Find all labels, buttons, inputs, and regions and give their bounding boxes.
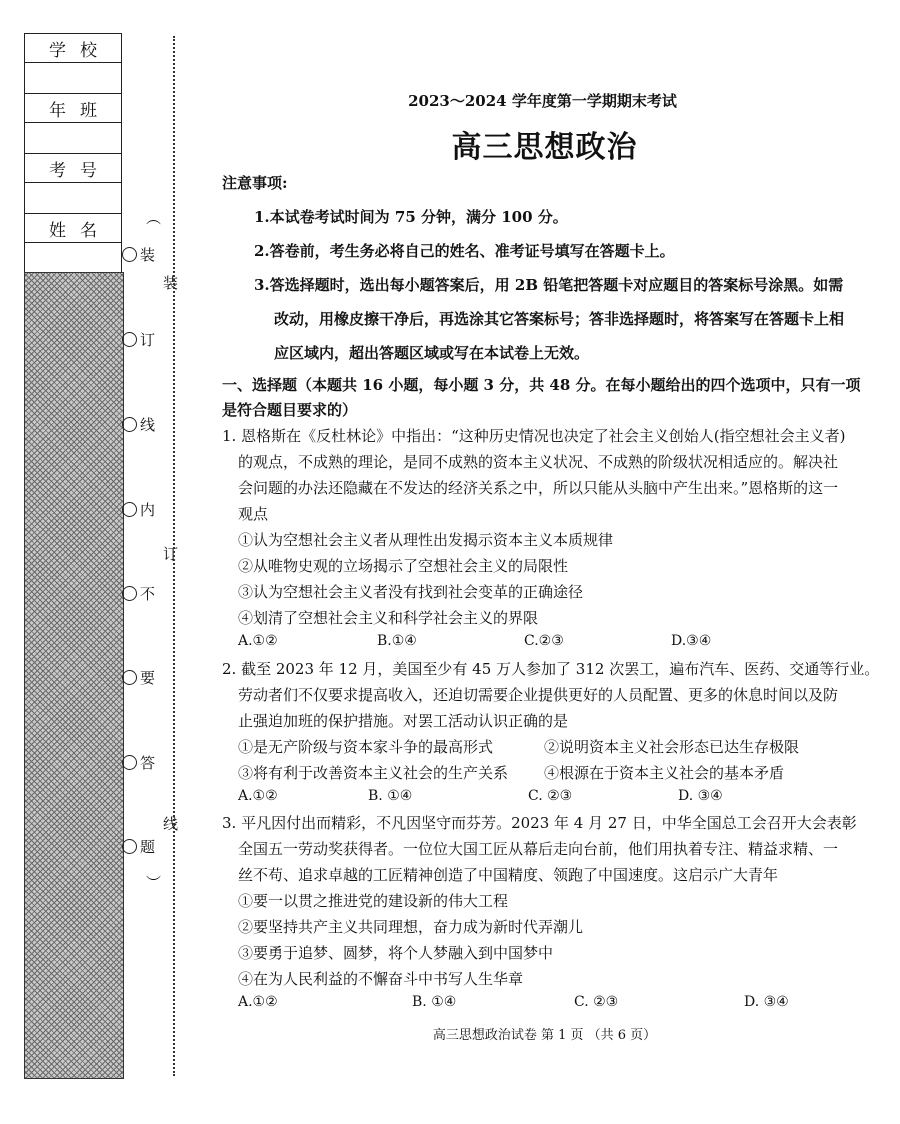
seal-mark: 装 <box>122 244 155 265</box>
circle-icon <box>122 755 137 770</box>
option-d: D. ③④ <box>678 788 723 804</box>
dotted-cut-line <box>173 36 175 1076</box>
statement: ④划清了空想社会主义和科学社会主义的界限 <box>238 609 539 627</box>
exam-subtitle: 2023～2024 学年度第一学期期末考试 <box>408 92 677 110</box>
seal-mark: 订 <box>122 329 155 350</box>
note-item: 应区域内，超出答题区域或写在本试卷上无效。 <box>274 344 590 362</box>
section-heading: 是符合题目要求的） <box>222 401 358 419</box>
school-label: 学校 <box>25 34 122 63</box>
option-d: D. ③④ <box>744 994 789 1010</box>
seal-mark: 线 <box>122 414 155 435</box>
statement: ②说明资本主义社会形态已达生存极限 <box>544 738 800 756</box>
statement: ②从唯物史观的立场揭示了空想社会主义的局限性 <box>238 557 569 575</box>
circle-icon <box>122 839 137 854</box>
option-a: A.①② <box>238 994 278 1010</box>
class-field <box>25 123 122 154</box>
option-c: C.②③ <box>524 633 564 649</box>
statement: ②要坚持共产主义共同理想，奋力成为新时代弄潮儿 <box>238 918 584 936</box>
exam-title: 高三思想政治 <box>451 130 638 165</box>
statement: ①认为空想社会主义者从理性出发揭示资本主义本质规律 <box>238 531 614 549</box>
exam-number-field <box>25 183 122 214</box>
question-stem: 观点 <box>238 505 269 523</box>
option-c: C. ②③ <box>574 994 619 1010</box>
cut-line-label: 订 <box>163 545 179 563</box>
question-stem: 会问题的办法还隐藏在不发达的经济关系之中，所以只能从头脑中产生出来。”恩格斯的这一 <box>238 479 839 497</box>
statement: ③将有利于改善资本主义社会的生产关系 <box>238 764 509 782</box>
note-item: 1.本试卷考试时间为 75 分钟，满分 100 分。 <box>254 208 568 226</box>
section-heading: 一、选择题（本题共 16 小题，每小题 3 分，共 48 分。在每小题给出的四个选项中，只有一项 <box>222 376 861 394</box>
circle-icon <box>122 247 137 262</box>
seal-mark: 答 <box>122 752 155 773</box>
name-label: 姓名 <box>25 214 122 243</box>
hatched-binding-area <box>24 272 124 1079</box>
statement: ①要一以贯之推进党的建设新的伟大工程 <box>238 892 509 910</box>
close-paren: ︶ <box>146 874 162 892</box>
seal-mark: 内 <box>122 499 155 520</box>
statement: ③要勇于追梦、圆梦，将个人梦融入到中国梦中 <box>238 944 554 962</box>
question-stem: 的观点，不成熟的理论，是同不成熟的资本主义状况、不成熟的阶级状况相适应的。解决社 <box>238 453 839 471</box>
note-item: 改动，用橡皮擦干净后，再选涂其它答案标号；答非选择题时，将答案写在答题卡上相 <box>274 310 845 328</box>
notes-heading: 注意事项: <box>222 174 288 192</box>
question-stem: 1. 恩格斯在《反杜林论》中指出：“这种历史情况也决定了社会主义创始人(指空想社会主义者) <box>222 427 846 445</box>
cut-line-label: 线 <box>163 815 179 833</box>
option-a: A.①② <box>238 788 278 804</box>
cut-line-label: 装 <box>163 274 179 292</box>
option-b: B.①④ <box>377 633 417 649</box>
question-stem: 止强迫加班的保护措施。对罢工活动认识正确的是 <box>238 712 569 730</box>
seal-mark: 要 <box>122 667 155 688</box>
circle-icon <box>122 586 137 601</box>
circle-icon <box>122 670 137 685</box>
option-b: B. ①④ <box>368 788 413 804</box>
open-paren: ︵ <box>146 209 162 227</box>
option-d: D.③④ <box>671 633 712 649</box>
exam-number-label: 考号 <box>25 154 122 183</box>
circle-icon <box>122 502 137 517</box>
option-c: C. ②③ <box>528 788 573 804</box>
school-field <box>25 63 122 94</box>
student-info-table <box>24 33 122 274</box>
page-footer: 高三思想政治试卷 第 1 页 （共 6 页） <box>432 1028 657 1043</box>
seal-mark: 不 <box>122 583 155 604</box>
note-item: 3.答选择题时，选出每小题答案后，用 2B 铅笔把答题卡对应题目的答案标号涂黑。如需 <box>254 276 844 294</box>
seal-mark: 题 <box>122 836 155 857</box>
statement: ④根源在于资本主义社会的基本矛盾 <box>544 764 785 782</box>
option-a: A.①② <box>238 633 278 649</box>
option-b: B. ①④ <box>412 994 457 1010</box>
statement: ③认为空想社会主义者没有找到社会变革的正确途径 <box>238 583 584 601</box>
class-label: 年班 <box>25 94 122 123</box>
circle-icon <box>122 417 137 432</box>
question-stem: 3. 平凡因付出而精彩，不凡因坚守而芬芳。2023 年 4 月 27 日，中华全国总工会召开大会表彰 <box>222 814 857 832</box>
question-stem: 全国五一劳动奖获得者。一位位大国工匠从幕后走向台前，他们用执着专注、精益求精、一 <box>238 840 839 858</box>
statement: ①是无产阶级与资本家斗争的最高形式 <box>238 738 494 756</box>
statement: ④在为人民利益的不懈奋斗中书写人生华章 <box>238 970 524 988</box>
question-stem: 劳动者们不仅要求提高收入，还迫切需要企业提供更好的人员配置、更多的休息时间以及防 <box>238 686 839 704</box>
question-stem: 丝不苟、追求卓越的工匠精神创造了中国精度、领跑了中国速度。这启示广大青年 <box>238 866 779 884</box>
question-stem: 2. 截至 2023 年 12 月，美国至少有 45 万人参加了 312 次罢工，遍布汽车、医药、交通等行业。 <box>222 660 880 678</box>
name-field <box>25 243 122 274</box>
circle-icon <box>122 332 137 347</box>
note-item: 2.答卷前，考生务必将自己的姓名、准考证号填写在答题卡上。 <box>254 242 675 260</box>
